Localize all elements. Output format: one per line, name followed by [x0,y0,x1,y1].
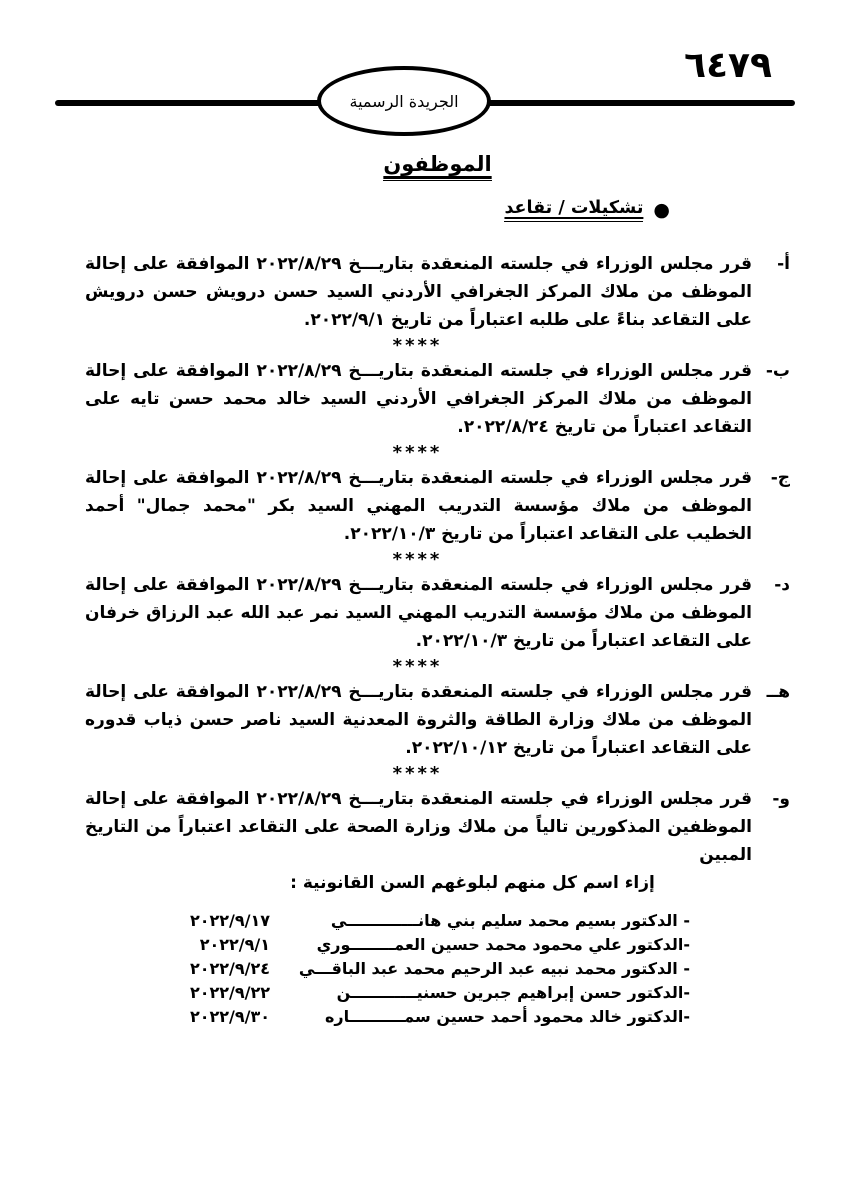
gazette-badge-label: الجريدة الرسمية [349,91,459,111]
decree-text: قرر مجلس الوزراء في جلسته المنعقدة بتاريـــخ ٢٠٢٢/٨/٢٩ الموافقة على إحالة الموظف من ملاك مؤسسة التدريب المهني السيد بكر "محمد جمال" أحمد الخطيب على التقاعد اعتباراً من تاريخ ٢٠٢٢/١٠/٣. [85,468,752,544]
section-separator: **** [392,335,443,356]
section-title-text: تشكيلات / تقاعد [504,198,643,222]
decree-text: قرر مجلس الوزراء في جلسته المنعقدة بتاريـــخ ٢٠٢٢/٨/٢٩ الموافقة على إحالة الموظف من ملاك وزارة الطاقة والثروة المعدنية السيد ناصر حسن ذياب قدوره على التقاعد اعتباراً من تاريخ ٢٠٢٢/١٠/١٢. [85,682,752,758]
retirement-date: ٢٠٢٢/٩/١٧ [189,911,270,930]
decree-marker: و- [772,789,790,809]
section-separator: **** [392,763,443,784]
decree-paragraph [85,571,790,655]
page-title [85,152,790,176]
decree-paragraph [85,357,790,441]
section-separator: **** [392,656,443,677]
section-separator: **** [392,549,443,570]
decree-text: قرر مجلس الوزراء في جلسته المنعقدة بتاريـــخ ٢٠٢٢/٨/٢٩ الموافقة على إحالة الموظف من ملاك مؤسسة التدريب المهني السيد نمر عبد الله عبد الرزاق خرفان على التقاعد اعتباراً من تاريخ ٢٠٢٢/١٠/٣. [85,575,752,651]
decree-text-centered: إزاء اسم كل منهم لبلوغهم السن القانونية : [290,873,655,893]
section-title [85,198,790,222]
doctor-name: -الدكتور حسن إبراهيم جبرين حسنيــــــــــــن [336,983,690,1002]
doctor-name: - الدكتور بسيم محمد سليم بني هانـــــــــــــي [330,911,690,930]
decree-paragraph [85,464,790,548]
decrees-list [85,250,790,897]
decree-text: قرر مجلس الوزراء في جلسته المنعقدة بتاريـــخ ٢٠٢٢/٨/٢٩ الموافقة على إحالة الموظف من ملاك المركز الجغرافي الأردني السيد حسن درويش حسن درويش على التقاعد بناءً على طلبه اعتباراً من تاريخ ٢٠٢٢/٩/١. [85,254,752,330]
doctor-name: -الدكتور علي محمود محمد حسين العمــــــــوري [316,935,690,954]
page-number: ٦٤٧٩ [684,45,772,86]
decree-paragraph [85,678,790,762]
page-title-text: الموظفون [383,152,491,181]
section-separator: **** [392,442,443,463]
list-item [175,933,690,957]
gazette-badge [317,66,491,136]
list-item [175,1005,690,1029]
retirement-date: ٢٠٢٢/٩/٢٢ [189,983,270,1002]
doctor-name: -الدكتور خالد محمود أحمد حسين سمــــــــــاره [324,1007,690,1026]
decree-marker: أ- [777,254,790,274]
bullet-icon: ● [653,198,670,221]
document-content [85,148,790,1029]
list-item [175,981,690,1005]
decree-marker: هــ [766,682,790,702]
doctor-name: - الدكتور محمد نبيه عبد الرحيم محمد عبد الباقـــي [298,959,690,978]
decree-marker: د- [774,575,790,595]
retirement-date: ٢٠٢٢/٩/٢٤ [189,959,270,978]
decree-text: قرر مجلس الوزراء في جلسته المنعقدة بتاريـــخ ٢٠٢٢/٨/٢٩ الموافقة على إحالة الموظفين المذكورين تالياً من ملاك وزارة الصحة على التقاعد اعتباراً من التاريخ المبين [85,789,752,865]
decree-marker: ج- [770,468,790,488]
list-item [175,909,690,933]
doctors-list [175,909,690,1029]
decree-text: قرر مجلس الوزراء في جلسته المنعقدة بتاريـــخ ٢٠٢٢/٨/٢٩ الموافقة على إحالة الموظف من ملاك المركز الجغرافي الأردني السيد خالد محمد حسن تايه على التقاعد اعتباراً من تاريخ ٢٠٢٢/٨/٢٤. [85,361,752,437]
list-item [175,957,690,981]
retirement-date: ٢٠٢٢/٩/١ [199,935,270,954]
decree-paragraph [85,785,790,869]
retirement-date: ٢٠٢٢/٩/٣٠ [189,1007,270,1026]
decree-paragraph [85,250,790,334]
decree-marker: ب- [765,361,790,381]
